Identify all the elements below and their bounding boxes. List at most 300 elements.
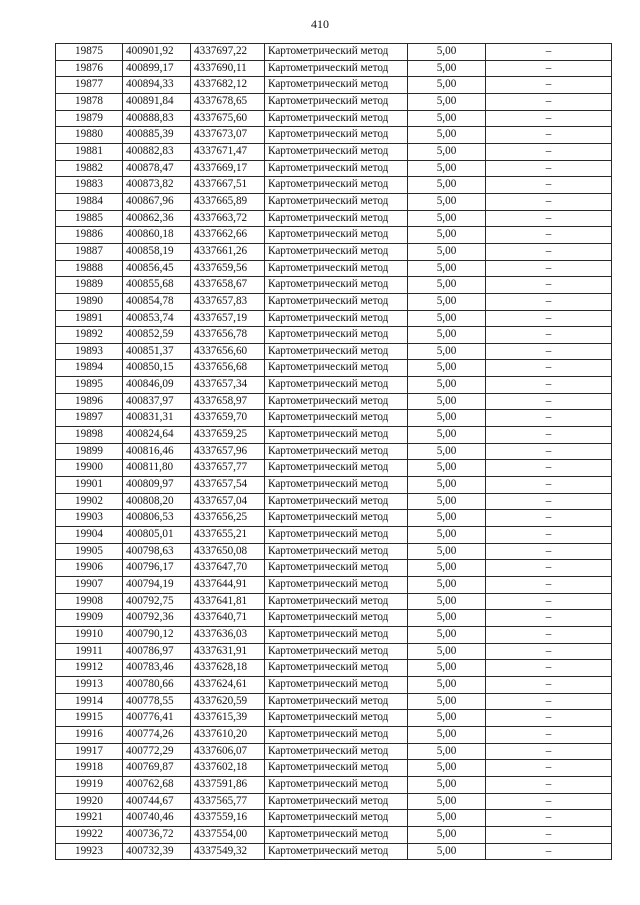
- method-cell: Картометрический метод: [265, 593, 408, 610]
- point-number-cell: 19893: [56, 343, 123, 360]
- point-number-cell: 19904: [56, 527, 123, 544]
- method-cell: Картометрический метод: [265, 843, 408, 860]
- x-coordinate-cell: 400860,18: [123, 227, 191, 244]
- accuracy-cell: 5,00: [408, 477, 486, 494]
- method-cell: Картометрический метод: [265, 760, 408, 777]
- method-cell: Картометрический метод: [265, 477, 408, 494]
- note-cell: –: [486, 360, 612, 377]
- table-row: [56, 626, 612, 643]
- note-cell: –: [486, 293, 612, 310]
- x-coordinate-cell: 400794,19: [123, 577, 191, 594]
- y-coordinate-cell: 4337565,77: [191, 793, 265, 810]
- y-coordinate-cell: 4337650,08: [191, 543, 265, 560]
- table-row: [56, 826, 612, 843]
- table-row: [56, 793, 612, 810]
- y-coordinate-cell: 4337624,61: [191, 676, 265, 693]
- x-coordinate-cell: 400882,83: [123, 143, 191, 160]
- accuracy-cell: 5,00: [408, 660, 486, 677]
- table-row: [56, 560, 612, 577]
- table-row: [56, 127, 612, 144]
- method-cell: Картометрический метод: [265, 793, 408, 810]
- table-row: [56, 260, 612, 277]
- x-coordinate-cell: 400858,19: [123, 243, 191, 260]
- note-cell: –: [486, 193, 612, 210]
- x-coordinate-cell: 400811,80: [123, 460, 191, 477]
- x-coordinate-cell: 400808,20: [123, 493, 191, 510]
- point-number-cell: 19895: [56, 377, 123, 394]
- note-cell: –: [486, 577, 612, 594]
- point-number-cell: 19922: [56, 826, 123, 843]
- y-coordinate-cell: 4337659,56: [191, 260, 265, 277]
- method-cell: Картометрический метод: [265, 443, 408, 460]
- x-coordinate-cell: 400856,45: [123, 260, 191, 277]
- point-number-cell: 19894: [56, 360, 123, 377]
- point-number-cell: 19921: [56, 810, 123, 827]
- accuracy-cell: 5,00: [408, 577, 486, 594]
- y-coordinate-cell: 4337682,12: [191, 77, 265, 94]
- table-row: [56, 693, 612, 710]
- point-number-cell: 19903: [56, 510, 123, 527]
- method-cell: Картометрический метод: [265, 160, 408, 177]
- note-cell: –: [486, 810, 612, 827]
- x-coordinate-cell: 400744,67: [123, 793, 191, 810]
- accuracy-cell: 5,00: [408, 710, 486, 727]
- method-cell: Картометрический метод: [265, 210, 408, 227]
- accuracy-cell: 5,00: [408, 610, 486, 627]
- point-number-cell: 19897: [56, 410, 123, 427]
- table-row: [56, 93, 612, 110]
- table-row: [56, 427, 612, 444]
- y-coordinate-cell: 4337671,47: [191, 143, 265, 160]
- note-cell: –: [486, 77, 612, 94]
- accuracy-cell: 5,00: [408, 193, 486, 210]
- point-number-cell: 19908: [56, 593, 123, 610]
- note-cell: –: [486, 93, 612, 110]
- y-coordinate-cell: 4337559,16: [191, 810, 265, 827]
- table-row: [56, 460, 612, 477]
- accuracy-cell: 5,00: [408, 826, 486, 843]
- accuracy-cell: 5,00: [408, 743, 486, 760]
- x-coordinate-cell: 400776,41: [123, 710, 191, 727]
- y-coordinate-cell: 4337656,78: [191, 327, 265, 344]
- accuracy-cell: 5,00: [408, 377, 486, 394]
- x-coordinate-cell: 400850,15: [123, 360, 191, 377]
- note-cell: –: [486, 343, 612, 360]
- y-coordinate-cell: 4337620,59: [191, 693, 265, 710]
- table-row: [56, 193, 612, 210]
- point-number-cell: 19905: [56, 543, 123, 560]
- x-coordinate-cell: 400837,97: [123, 393, 191, 410]
- table-row: [56, 360, 612, 377]
- method-cell: Картометрический метод: [265, 327, 408, 344]
- point-number-cell: 19917: [56, 743, 123, 760]
- table-row: [56, 493, 612, 510]
- accuracy-cell: 5,00: [408, 127, 486, 144]
- note-cell: –: [486, 493, 612, 510]
- x-coordinate-cell: 400772,29: [123, 743, 191, 760]
- note-cell: –: [486, 760, 612, 777]
- x-coordinate-cell: 400790,12: [123, 626, 191, 643]
- table-row: [56, 227, 612, 244]
- point-number-cell: 19896: [56, 393, 123, 410]
- x-coordinate-cell: 400873,82: [123, 177, 191, 194]
- accuracy-cell: 5,00: [408, 843, 486, 860]
- accuracy-cell: 5,00: [408, 560, 486, 577]
- method-cell: Картометрический метод: [265, 510, 408, 527]
- y-coordinate-cell: 4337631,91: [191, 643, 265, 660]
- point-number-cell: 19876: [56, 60, 123, 77]
- method-cell: Картометрический метод: [265, 377, 408, 394]
- method-cell: Картометрический метод: [265, 277, 408, 294]
- x-coordinate-cell: 400852,59: [123, 327, 191, 344]
- x-coordinate-cell: 400888,83: [123, 110, 191, 127]
- method-cell: Картометрический метод: [265, 460, 408, 477]
- point-number-cell: 19891: [56, 310, 123, 327]
- note-cell: –: [486, 60, 612, 77]
- method-cell: Картометрический метод: [265, 643, 408, 660]
- table-row: [56, 477, 612, 494]
- table-row: [56, 177, 612, 194]
- method-cell: Картометрический метод: [265, 560, 408, 577]
- point-number-cell: 19881: [56, 143, 123, 160]
- table-row: [56, 160, 612, 177]
- y-coordinate-cell: 4337655,21: [191, 527, 265, 544]
- method-cell: Картометрический метод: [265, 493, 408, 510]
- page-number: 410: [311, 17, 329, 31]
- accuracy-cell: 5,00: [408, 177, 486, 194]
- table-row: [56, 410, 612, 427]
- note-cell: –: [486, 44, 612, 61]
- table-row: [56, 243, 612, 260]
- note-cell: –: [486, 826, 612, 843]
- x-coordinate-cell: 400792,75: [123, 593, 191, 610]
- accuracy-cell: 5,00: [408, 443, 486, 460]
- point-number-cell: 19883: [56, 177, 123, 194]
- point-number-cell: 19890: [56, 293, 123, 310]
- y-coordinate-cell: 4337661,26: [191, 243, 265, 260]
- y-coordinate-cell: 4337641,81: [191, 593, 265, 610]
- table-row: [56, 343, 612, 360]
- method-cell: Картометрический метод: [265, 626, 408, 643]
- method-cell: Картометрический метод: [265, 610, 408, 627]
- point-number-cell: 19884: [56, 193, 123, 210]
- accuracy-cell: 5,00: [408, 243, 486, 260]
- y-coordinate-cell: 4337640,71: [191, 610, 265, 627]
- y-coordinate-cell: 4337554,00: [191, 826, 265, 843]
- point-number-cell: 19886: [56, 227, 123, 244]
- table-row: [56, 593, 612, 610]
- accuracy-cell: 5,00: [408, 527, 486, 544]
- note-cell: –: [486, 776, 612, 793]
- method-cell: Картометрический метод: [265, 693, 408, 710]
- method-cell: Картометрический метод: [265, 77, 408, 94]
- y-coordinate-cell: 4337610,20: [191, 726, 265, 743]
- point-number-cell: 19915: [56, 710, 123, 727]
- table-row: [56, 77, 612, 94]
- method-cell: Картометрический метод: [265, 577, 408, 594]
- accuracy-cell: 5,00: [408, 493, 486, 510]
- y-coordinate-cell: 4337669,17: [191, 160, 265, 177]
- accuracy-cell: 5,00: [408, 410, 486, 427]
- point-number-cell: 19887: [56, 243, 123, 260]
- note-cell: –: [486, 177, 612, 194]
- x-coordinate-cell: 400786,97: [123, 643, 191, 660]
- x-coordinate-cell: 400901,92: [123, 44, 191, 61]
- point-number-cell: 19913: [56, 676, 123, 693]
- table-row: [56, 543, 612, 560]
- accuracy-cell: 5,00: [408, 676, 486, 693]
- accuracy-cell: 5,00: [408, 260, 486, 277]
- point-number-cell: 19882: [56, 160, 123, 177]
- table-row: [56, 660, 612, 677]
- x-coordinate-cell: 400769,87: [123, 760, 191, 777]
- point-number-cell: 19916: [56, 726, 123, 743]
- method-cell: Картометрический метод: [265, 110, 408, 127]
- point-number-cell: 19879: [56, 110, 123, 127]
- method-cell: Картометрический метод: [265, 227, 408, 244]
- y-coordinate-cell: 4337549,32: [191, 843, 265, 860]
- x-coordinate-cell: 400740,46: [123, 810, 191, 827]
- x-coordinate-cell: 400855,68: [123, 277, 191, 294]
- x-coordinate-cell: 400831,31: [123, 410, 191, 427]
- table-row: [56, 527, 612, 544]
- accuracy-cell: 5,00: [408, 360, 486, 377]
- point-number-cell: 19912: [56, 660, 123, 677]
- method-cell: Картометрический метод: [265, 360, 408, 377]
- accuracy-cell: 5,00: [408, 543, 486, 560]
- y-coordinate-cell: 4337663,72: [191, 210, 265, 227]
- table-row: [56, 110, 612, 127]
- note-cell: –: [486, 427, 612, 444]
- y-coordinate-cell: 4337673,07: [191, 127, 265, 144]
- note-cell: –: [486, 843, 612, 860]
- method-cell: Картометрический метод: [265, 193, 408, 210]
- table-row: [56, 143, 612, 160]
- x-coordinate-cell: 400732,39: [123, 843, 191, 860]
- method-cell: Картометрический метод: [265, 243, 408, 260]
- method-cell: Картометрический метод: [265, 310, 408, 327]
- table-row: [56, 310, 612, 327]
- accuracy-cell: 5,00: [408, 77, 486, 94]
- y-coordinate-cell: 4337697,22: [191, 44, 265, 61]
- x-coordinate-cell: 400806,53: [123, 510, 191, 527]
- method-cell: Картометрический метод: [265, 826, 408, 843]
- method-cell: Картометрический метод: [265, 527, 408, 544]
- x-coordinate-cell: 400809,97: [123, 477, 191, 494]
- y-coordinate-cell: 4337647,70: [191, 560, 265, 577]
- accuracy-cell: 5,00: [408, 726, 486, 743]
- note-cell: –: [486, 610, 612, 627]
- x-coordinate-cell: 400816,46: [123, 443, 191, 460]
- method-cell: Картометрический метод: [265, 427, 408, 444]
- note-cell: –: [486, 543, 612, 560]
- x-coordinate-cell: 400867,96: [123, 193, 191, 210]
- y-coordinate-cell: 4337657,34: [191, 377, 265, 394]
- method-cell: Картометрический метод: [265, 660, 408, 677]
- accuracy-cell: 5,00: [408, 110, 486, 127]
- table-row: [56, 60, 612, 77]
- y-coordinate-cell: 4337657,19: [191, 310, 265, 327]
- point-number-cell: 19898: [56, 427, 123, 444]
- x-coordinate-cell: 400899,17: [123, 60, 191, 77]
- note-cell: –: [486, 443, 612, 460]
- note-cell: –: [486, 277, 612, 294]
- y-coordinate-cell: 4337657,83: [191, 293, 265, 310]
- note-cell: –: [486, 410, 612, 427]
- note-cell: –: [486, 243, 612, 260]
- method-cell: Картометрический метод: [265, 410, 408, 427]
- method-cell: Картометрический метод: [265, 743, 408, 760]
- accuracy-cell: 5,00: [408, 626, 486, 643]
- table-row: [56, 710, 612, 727]
- y-coordinate-cell: 4337628,18: [191, 660, 265, 677]
- method-cell: Картометрический метод: [265, 543, 408, 560]
- accuracy-cell: 5,00: [408, 327, 486, 344]
- method-cell: Картометрический метод: [265, 776, 408, 793]
- y-coordinate-cell: 4337657,77: [191, 460, 265, 477]
- note-cell: –: [486, 693, 612, 710]
- accuracy-cell: 5,00: [408, 310, 486, 327]
- note-cell: –: [486, 743, 612, 760]
- y-coordinate-cell: 4337656,68: [191, 360, 265, 377]
- note-cell: –: [486, 593, 612, 610]
- method-cell: Картометрический метод: [265, 293, 408, 310]
- point-number-cell: 19909: [56, 610, 123, 627]
- x-coordinate-cell: 400878,47: [123, 160, 191, 177]
- note-cell: –: [486, 710, 612, 727]
- accuracy-cell: 5,00: [408, 160, 486, 177]
- x-coordinate-cell: 400846,09: [123, 377, 191, 394]
- note-cell: –: [486, 560, 612, 577]
- method-cell: Картометрический метод: [265, 343, 408, 360]
- x-coordinate-cell: 400862,36: [123, 210, 191, 227]
- table-row: [56, 443, 612, 460]
- method-cell: Картометрический метод: [265, 393, 408, 410]
- table-row: [56, 293, 612, 310]
- x-coordinate-cell: 400824,64: [123, 427, 191, 444]
- accuracy-cell: 5,00: [408, 643, 486, 660]
- point-number-cell: 19901: [56, 477, 123, 494]
- note-cell: –: [486, 477, 612, 494]
- x-coordinate-cell: 400780,66: [123, 676, 191, 693]
- note-cell: –: [486, 377, 612, 394]
- x-coordinate-cell: 400792,36: [123, 610, 191, 627]
- y-coordinate-cell: 4337662,66: [191, 227, 265, 244]
- accuracy-cell: 5,00: [408, 776, 486, 793]
- note-cell: –: [486, 227, 612, 244]
- y-coordinate-cell: 4337659,70: [191, 410, 265, 427]
- method-cell: Картометрический метод: [265, 810, 408, 827]
- method-cell: Картометрический метод: [265, 710, 408, 727]
- table-row: [56, 743, 612, 760]
- y-coordinate-cell: 4337656,25: [191, 510, 265, 527]
- point-number-cell: 19902: [56, 493, 123, 510]
- method-cell: Картометрический метод: [265, 177, 408, 194]
- x-coordinate-cell: 400854,78: [123, 293, 191, 310]
- note-cell: –: [486, 726, 612, 743]
- note-cell: –: [486, 527, 612, 544]
- point-number-cell: 19919: [56, 776, 123, 793]
- x-coordinate-cell: 400796,17: [123, 560, 191, 577]
- note-cell: –: [486, 676, 612, 693]
- accuracy-cell: 5,00: [408, 793, 486, 810]
- x-coordinate-cell: 400894,33: [123, 77, 191, 94]
- method-cell: Картометрический метод: [265, 260, 408, 277]
- note-cell: –: [486, 310, 612, 327]
- accuracy-cell: 5,00: [408, 460, 486, 477]
- note-cell: –: [486, 510, 612, 527]
- table-row: [56, 760, 612, 777]
- accuracy-cell: 5,00: [408, 427, 486, 444]
- accuracy-cell: 5,00: [408, 510, 486, 527]
- y-coordinate-cell: 4337678,65: [191, 93, 265, 110]
- point-number-cell: 19899: [56, 443, 123, 460]
- x-coordinate-cell: 400762,68: [123, 776, 191, 793]
- table-row: [56, 810, 612, 827]
- point-number-cell: 19923: [56, 843, 123, 860]
- point-number-cell: 19880: [56, 127, 123, 144]
- table-row: [56, 377, 612, 394]
- table-row: [56, 393, 612, 410]
- point-number-cell: 19914: [56, 693, 123, 710]
- y-coordinate-cell: 4337690,11: [191, 60, 265, 77]
- x-coordinate-cell: 400774,26: [123, 726, 191, 743]
- x-coordinate-cell: 400798,63: [123, 543, 191, 560]
- accuracy-cell: 5,00: [408, 293, 486, 310]
- point-number-cell: 19888: [56, 260, 123, 277]
- point-number-cell: 19920: [56, 793, 123, 810]
- accuracy-cell: 5,00: [408, 93, 486, 110]
- x-coordinate-cell: 400805,01: [123, 527, 191, 544]
- accuracy-cell: 5,00: [408, 393, 486, 410]
- accuracy-cell: 5,00: [408, 143, 486, 160]
- y-coordinate-cell: 4337615,39: [191, 710, 265, 727]
- point-number-cell: 19907: [56, 577, 123, 594]
- accuracy-cell: 5,00: [408, 810, 486, 827]
- note-cell: –: [486, 460, 612, 477]
- x-coordinate-cell: 400783,46: [123, 660, 191, 677]
- note-cell: –: [486, 260, 612, 277]
- table-row: [56, 577, 612, 594]
- point-number-cell: 19918: [56, 760, 123, 777]
- x-coordinate-cell: 400851,37: [123, 343, 191, 360]
- note-cell: –: [486, 110, 612, 127]
- accuracy-cell: 5,00: [408, 277, 486, 294]
- table-row: [56, 776, 612, 793]
- accuracy-cell: 5,00: [408, 44, 486, 61]
- accuracy-cell: 5,00: [408, 693, 486, 710]
- note-cell: –: [486, 143, 612, 160]
- note-cell: –: [486, 660, 612, 677]
- note-cell: –: [486, 393, 612, 410]
- point-number-cell: 19910: [56, 626, 123, 643]
- table-row: [56, 44, 612, 61]
- y-coordinate-cell: 4337644,91: [191, 577, 265, 594]
- accuracy-cell: 5,00: [408, 60, 486, 77]
- coordinates-table: [55, 43, 612, 860]
- x-coordinate-cell: 400736,72: [123, 826, 191, 843]
- y-coordinate-cell: 4337665,89: [191, 193, 265, 210]
- table-row: [56, 277, 612, 294]
- accuracy-cell: 5,00: [408, 760, 486, 777]
- y-coordinate-cell: 4337591,86: [191, 776, 265, 793]
- table-row: [56, 726, 612, 743]
- note-cell: –: [486, 127, 612, 144]
- table-row: [56, 843, 612, 860]
- point-number-cell: 19878: [56, 93, 123, 110]
- accuracy-cell: 5,00: [408, 227, 486, 244]
- y-coordinate-cell: 4337606,07: [191, 743, 265, 760]
